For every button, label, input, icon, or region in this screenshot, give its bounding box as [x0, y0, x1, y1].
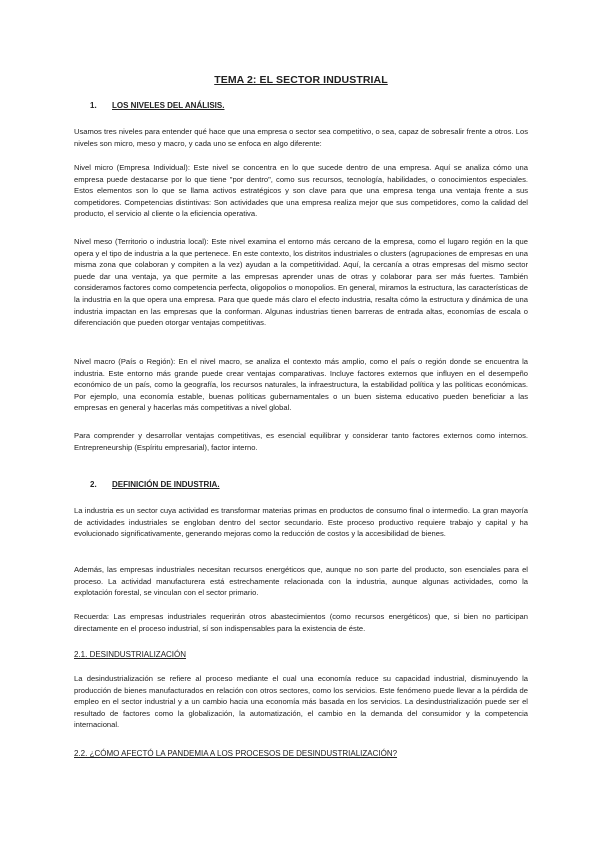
macro-label: Nivel macro (País o Región):	[74, 357, 176, 366]
macro-text: En el nivel macro, se analiza el contexto más amplio, como el país o región donde se encuentra la industria. Este entorno más grande puede crear ventajas comparativas. Incluye factores externos que influyen en el desempeño económico de un país, como la geografía, los recursos naturales, la infraestructura, la estabilidad política y las políticas económicas. Por ejemplo, una economía estable, buenas políticas gubernamentales o un buen sistema educativo pueden beneficiar a las empresas en general y hacerlas más competitivas a nivel global.	[74, 357, 528, 413]
reminder-label: Recuerda:	[74, 612, 110, 621]
section-2-number: 2.	[90, 480, 97, 489]
subsection-2-1-heading: 2.1. DESINDUSTRIALIZACIÓN	[74, 650, 187, 659]
meso-label: Nivel meso (Territorio o industria local):	[74, 237, 209, 246]
reminder-paragraph	[74, 611, 528, 634]
subsection-2-1-text: La desindustrialización se refiere al proceso mediante el cual una economía reduce su capacidad industrial, disminuyendo la producción de bienes manufacturados en relación con otros sectores, como los servicios. Este fenómeno puede llevar a la pérdida de empleo en el sector industrial y a un cambio hacia una economía más basada en los servicios. La desindustrialización puede ser el resultado de factores como la globalización, la automatización, el cambio en la demanda del consumidor y la competencia internacional.	[74, 674, 528, 730]
section-2-paragraph-1: La industria es un sector cuya actividad es transformar materias primas en productos de consumo final o intermedio. La gran mayoría de actividades industriales se engloban dentro del sector secundario. Este proceso productivo requiere trabajo y capital y ha evolucionado significativamente, generando mejoras como la reducción de costos y la accesibilidad de bienes.	[74, 506, 528, 539]
macro-paragraph	[74, 356, 528, 414]
section-2-heading	[90, 480, 220, 489]
micro-label: Nivel micro (Empresa Individual):	[74, 163, 190, 172]
section-1-intro: Usamos tres niveles para entender qué hace que una empresa o sector sea competitivo, o sea, capaz de sobresalir frente a otros. Los niveles son micro, meso y macro, y cada uno se enfoca en algo diferente:	[74, 127, 528, 148]
section-1-number: 1.	[90, 101, 97, 110]
section-2-title: DEFINICIÓN DE INDUSTRIA.	[112, 480, 220, 489]
section-1-heading	[90, 101, 224, 110]
section-1-title: LOS NIVELES DEL ANÁLISIS.	[112, 101, 225, 110]
subsection-2-2-heading: 2.2. ¿CÓMO AFECTÓ LA PANDEMIA A LOS PROCESOS DE DESINDUSTRIALIZACIÓN?	[74, 749, 398, 758]
reminder-text: Las empresas industriales requerirán otros abastecimientos (como recursos energéticos) que, si bien no participan directamente en el proceso industrial, sí son indispensables para la existencia de éste.	[74, 612, 528, 633]
micro-paragraph	[74, 162, 528, 220]
meso-paragraph	[74, 236, 528, 329]
section-1-closing: Para comprender y desarrollar ventajas competitivas, es esencial equilibrar y considerar tanto factores externos como internos. Entrepreneurship (Espíritu empresarial), factor interno.	[74, 431, 528, 452]
meso-text: Este nivel examina el entorno más cercano de la empresa, como el lugaro región en la que opera y el tipo de industria a la que pertenece. En este contexto, los distritos industriales o clusters (agrupaciones de empresas en una misma zona que colaboran y compiten a la vez) ayudan a la competitividad. Aquí, la cercanía a otras empresas del mismo sector puede dar una ventaja, ya que permite a las empresas aprender unas de otras y colaborar para ser más fuertes. También consideramos factores como competencia perfecta, oligopolios o monopolios. En general, miramos la estructura, las características de la industria en la que opera una empresa. Para que quede más claro el efecto industria, resalta cómo la estructura y dinámica de una industria impactan en las empresas que la conforman. Algunas industrias tienen barreras de entrada altas, economías de escala o diferenciación que pueden otorgar ventajas competitivas.	[74, 237, 528, 328]
section-2-paragraph-2: Además, las empresas industriales necesitan recursos energéticos que, aunque no son parte del producto, son esenciales para el proceso. La actividad manufacturera está estrechamente relacionada con la industria, aunque algunas actividades, como la explotación forestal, se vinculan con el sector primario.	[74, 565, 528, 598]
micro-text: Este nivel se concentra en lo que sucede dentro de una empresa. Aquí se analiza cómo una empresa puede destacarse por lo que tiene "por dentro", como sus recursos, tecnología, habilidades, o conocimientos especiales. Estos elementos son lo que se llama activos estratégicos y son clave para que una empresa tenga una ventaja frente a sus competidores. Competencias distintivas: Son actividades que una empresa realiza mejor que sus competidores, como la calidad del producto, el servicio al cliente o la eficiencia operativa.	[74, 163, 528, 219]
document-title: TEMA 2: EL SECTOR INDUSTRIAL	[214, 74, 388, 86]
